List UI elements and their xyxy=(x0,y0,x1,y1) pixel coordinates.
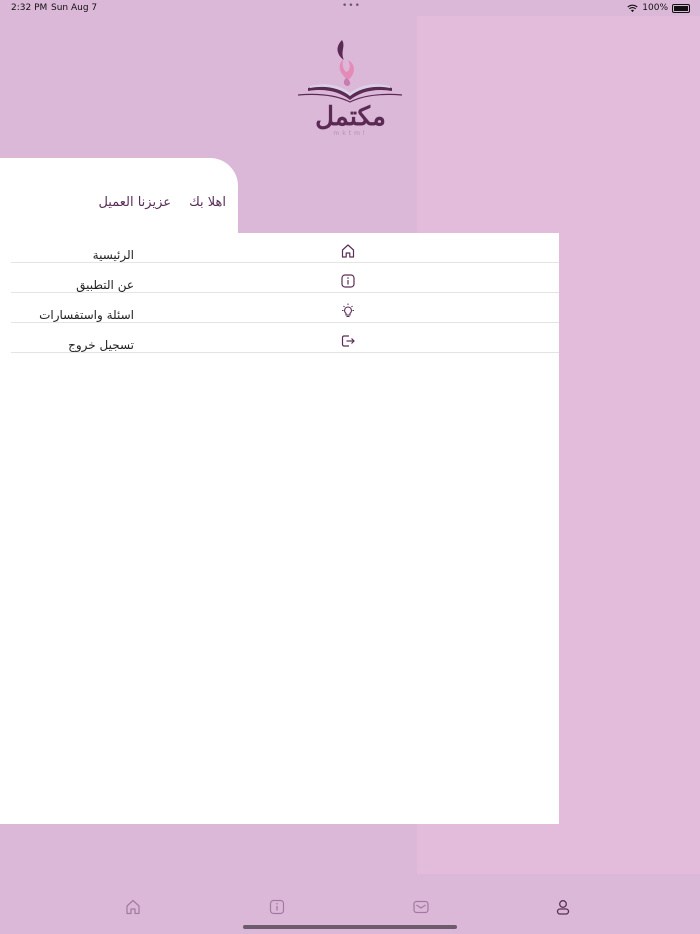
menu-item-label: اسئلة واستفسارات xyxy=(39,308,134,322)
menu-item-label: تسجيل خروج xyxy=(68,338,134,352)
home-indicator[interactable] xyxy=(243,925,457,929)
logo-subtitle: mktml xyxy=(333,130,368,137)
tab-home-icon[interactable] xyxy=(124,898,142,916)
menu-item-faq[interactable] xyxy=(11,293,559,323)
status-date: Sun Aug 7 xyxy=(51,3,98,13)
book-flame-icon xyxy=(298,38,403,104)
info-icon xyxy=(340,273,356,289)
menu-item-label: الرئيسية xyxy=(92,248,134,262)
tab-profile-icon[interactable] xyxy=(554,898,572,916)
home-icon xyxy=(340,243,356,259)
status-bar xyxy=(0,0,700,16)
greeting-card xyxy=(0,158,238,238)
menu-item-home[interactable] xyxy=(11,233,559,263)
menu-item-about[interactable] xyxy=(11,263,559,293)
app-logo xyxy=(298,38,403,140)
battery-icon xyxy=(672,4,690,13)
tab-info-icon[interactable] xyxy=(268,898,286,916)
side-menu xyxy=(0,233,559,824)
multitasking-dots-icon[interactable]: ••• xyxy=(342,1,361,11)
status-indicators xyxy=(627,3,690,13)
status-time: 2:32 PM xyxy=(11,3,48,13)
lightbulb-icon xyxy=(340,303,356,319)
menu-item-label: عن التطبيق xyxy=(76,278,134,292)
tab-mail-icon[interactable] xyxy=(412,898,430,916)
battery-percent: 100% xyxy=(642,3,668,13)
logout-icon xyxy=(340,333,356,349)
greeting-hello: اهلا بك xyxy=(189,195,226,210)
greeting-name: عزيزنا العميل xyxy=(98,195,171,210)
wifi-icon xyxy=(627,4,638,13)
logo-title: مكتمل xyxy=(315,102,386,132)
menu-item-logout[interactable] xyxy=(11,323,559,353)
